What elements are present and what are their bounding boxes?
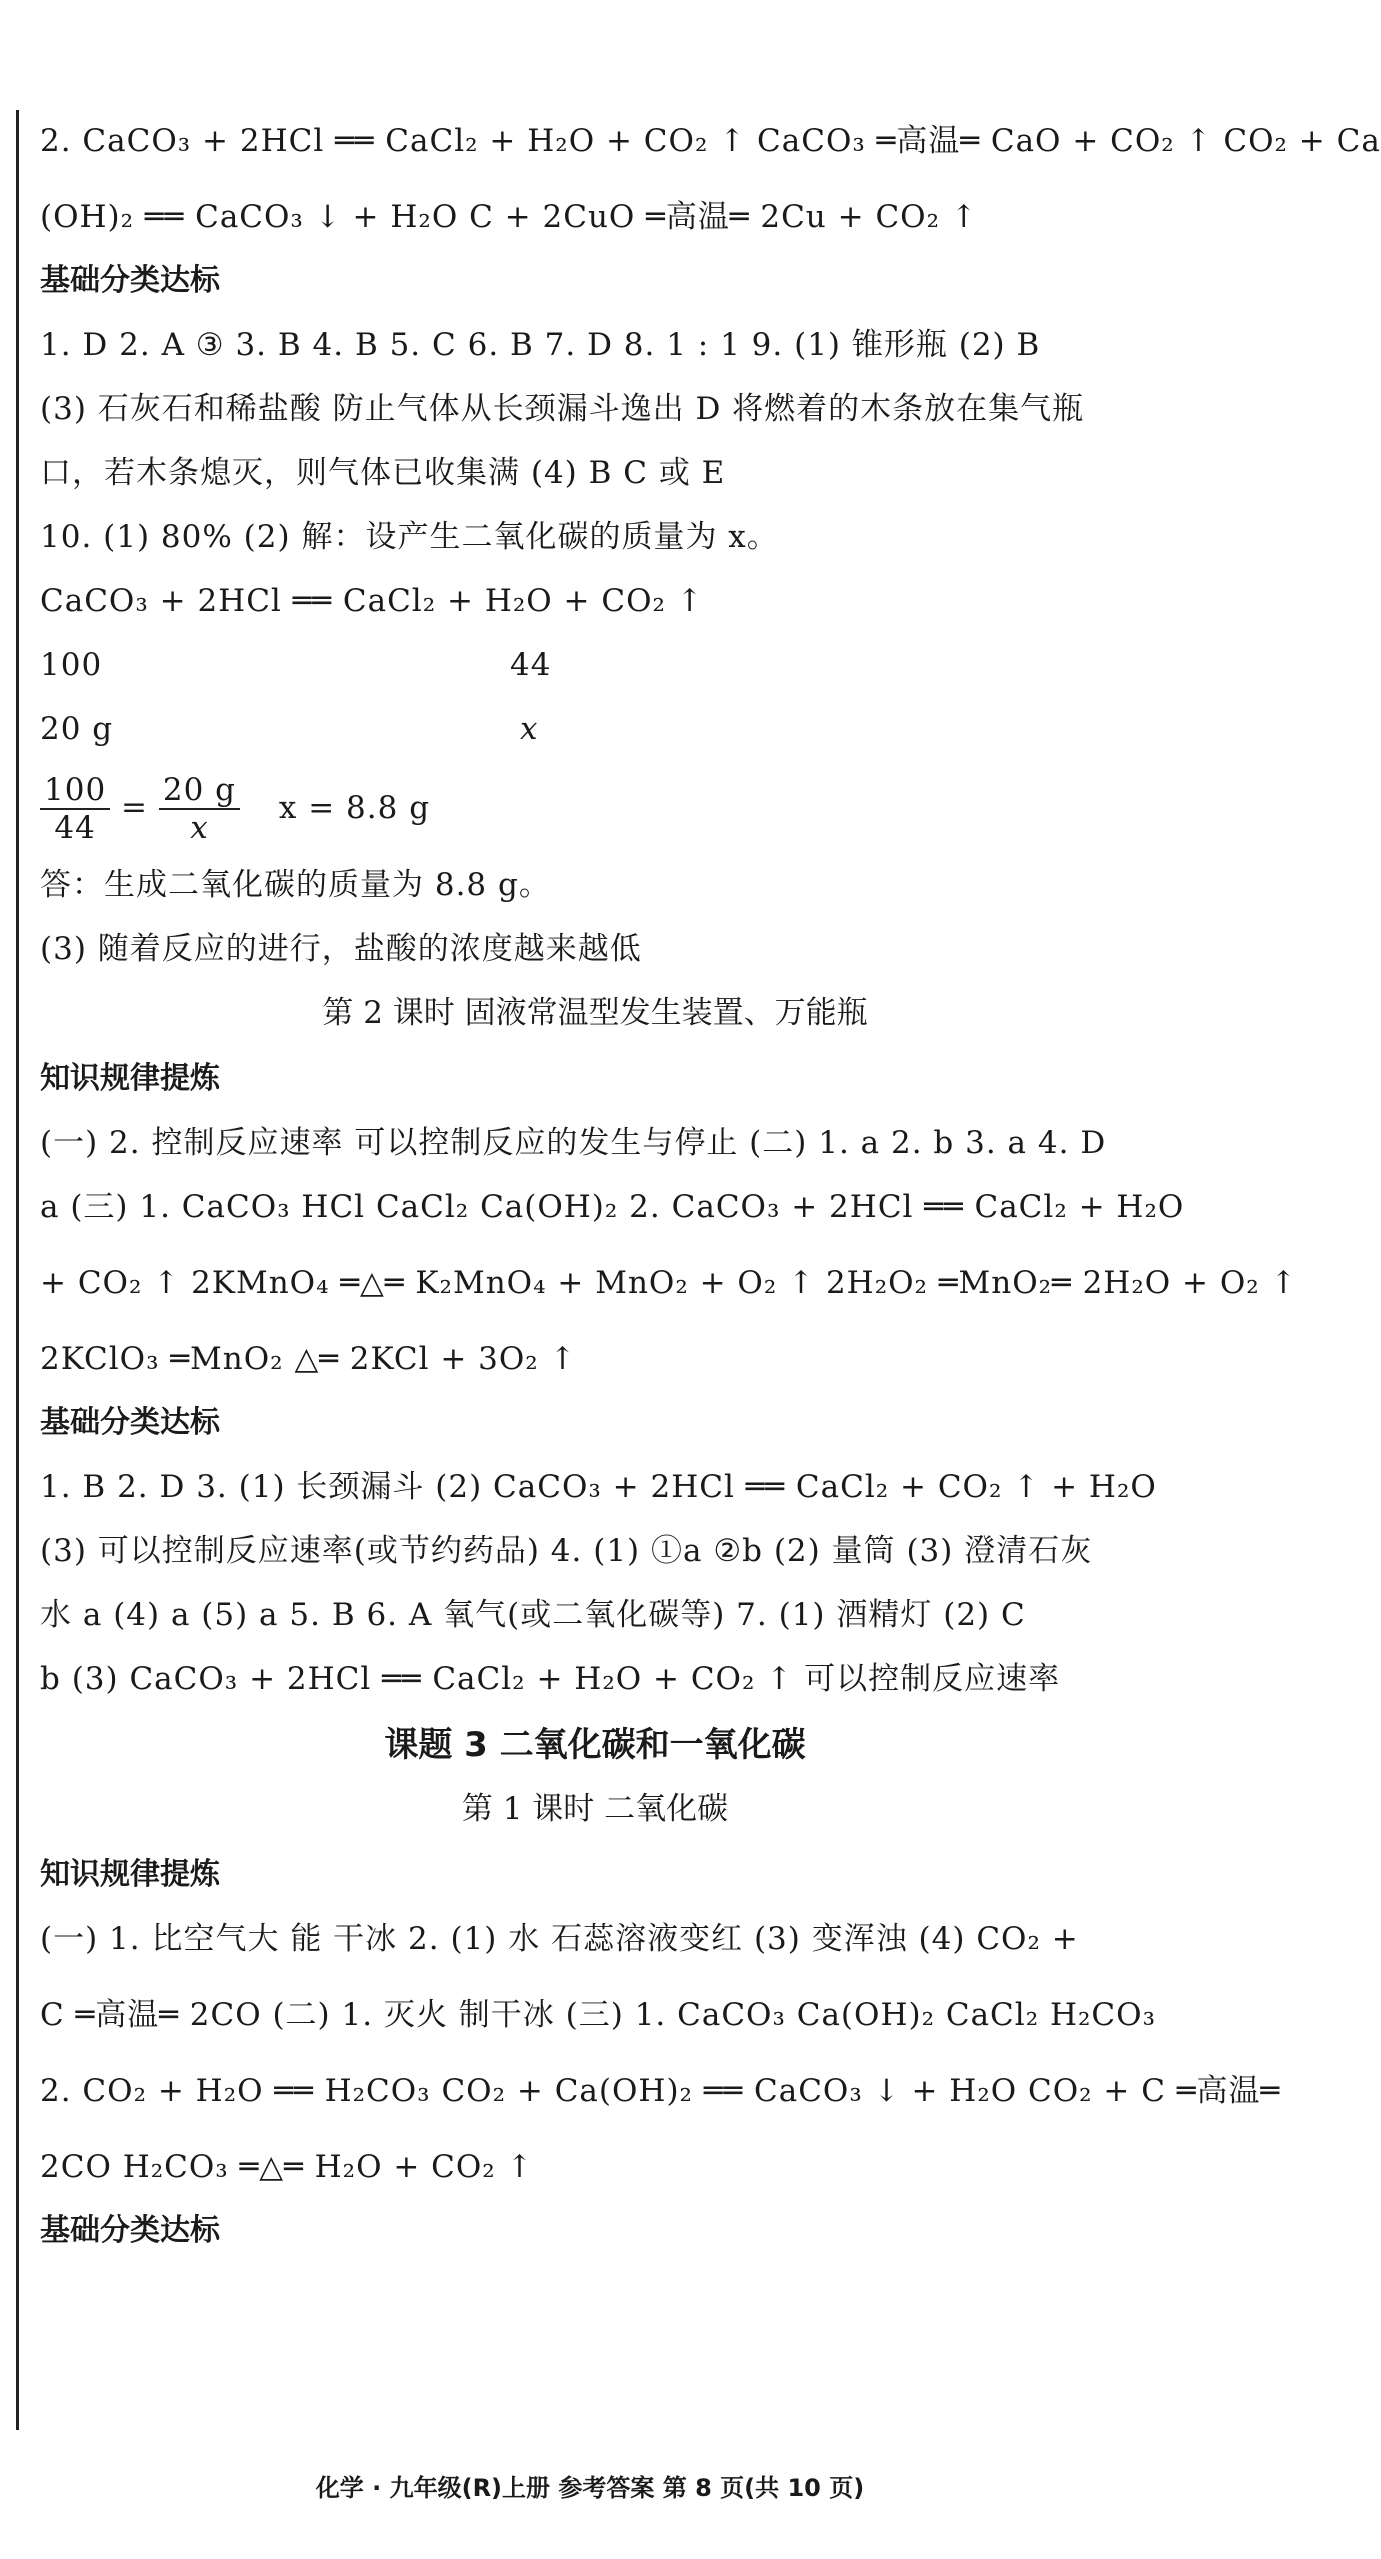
answer-line: b (3) CaCO₃ + 2HCl ══ CaCl₂ + H₂O + CO₂ ↑ 可以控制反应速率 (40, 1661, 1061, 1697)
page-footer: 化学 · 九年级(R)上册 参考答案 第 8 页(共 10 页) (315, 2474, 865, 2502)
answer-line: 2. CaCO₃ + 2HCl ══ CaCl₂ + H₂O + CO₂ ↑ CaCO₃ ═高温═ CaO + CO₂ ↑ CO₂ + Ca (40, 123, 1381, 159)
calc-mass-a: 100 (40, 647, 103, 683)
answer-line: (一) 2. 控制反应速率 可以控制反应的发生与停止 (二) 1. a 2. b 3. a 4. D (40, 1125, 1107, 1161)
fraction (40, 772, 110, 846)
lesson-title: 第 2 课时 固液常温型发生装置、万能瓶 (322, 995, 868, 1031)
answer-line: + CO₂ ↑ 2KMnO₄ ═△═ K₂MnO₄ + MnO₂ + O₂ ↑ 2H₂O₂ ═MnO₂═ 2H₂O + O₂ ↑ (40, 1265, 1298, 1301)
proportion-line (40, 772, 1150, 846)
calc-given: 20 g (40, 711, 114, 747)
answer-line: 口，若木条熄灭，则气体已收集满 (4) B C 或 E (40, 455, 726, 491)
calc-mass-b: 44 (510, 647, 552, 683)
answer-line: 2. CO₂ + H₂O ══ H₂CO₃ CO₂ + Ca(OH)₂ ══ CaCO₃ ↓ + H₂O CO₂ + C ═高温═ (40, 2073, 1281, 2109)
lesson-title: 第 1 课时 二氧化碳 (461, 1791, 729, 1827)
fraction-numerator: 20 g (159, 772, 240, 810)
answer-line: a (三) 1. CaCO₃ HCl CaCl₂ Ca(OH)₂ 2. CaCO₃ + 2HCl ══ CaCl₂ + H₂O (40, 1189, 1185, 1225)
answer-line: 1. B 2. D 3. (1) 长颈漏斗 (2) CaCO₃ + 2HCl ══ CaCl₂ + CO₂ ↑ + H₂O (40, 1469, 1157, 1505)
calc-row (40, 708, 1150, 750)
answer-line: 10. (1) 80% (2) 解：设产生二氧化碳的质量为 x。 (40, 519, 779, 555)
answer-line: (一) 1. 比空气大 能 干冰 2. (1) 水 石蕊溶液变红 (3) 变浑浊 (4) CO₂ + (40, 1921, 1079, 1957)
section-heading: 基础分类达标 (40, 1405, 220, 1440)
answer-line: (3) 可以控制反应速率(或节约药品) 4. (1) ①a ②b (2) 量筒 (3) 澄清石灰 (40, 1533, 1093, 1569)
answer-line: CaCO₃ + 2HCl ══ CaCl₂ + H₂O + CO₂ ↑ (40, 583, 704, 619)
answer-line: 水 a (4) a (5) a 5. B 6. A 氧气(或二氧化碳等) 7. (1) 酒精灯 (2) C (40, 1597, 1026, 1633)
answer-line: (3) 随着反应的进行，盐酸的浓度越来越低 (40, 931, 642, 967)
topic-title: 课题 3 二氧化碳和一氧化碳 (384, 1725, 806, 1765)
fraction-denominator: 44 (54, 810, 96, 846)
section-heading: 基础分类达标 (40, 263, 220, 298)
fraction-denominator: x (190, 810, 209, 846)
result-text: x = 8.8 g (278, 789, 431, 826)
equals-sign: = (121, 789, 149, 826)
section-heading: 基础分类达标 (40, 2213, 220, 2248)
answer-line: 答：生成二氧化碳的质量为 8.8 g。 (40, 867, 551, 903)
answer-line: (3) 石灰石和稀盐酸 防止气体从长颈漏斗逸出 D 将燃着的木条放在集气瓶 (40, 391, 1085, 427)
answer-line: 1. D 2. A ③ 3. B 4. B 5. C 6. B 7. D 8. 1 : 1 9. (1) 锥形瓶 (2) B (40, 327, 1041, 363)
calc-unknown: x (520, 711, 539, 747)
calc-row (40, 644, 1150, 686)
answer-line: C ═高温═ 2CO (二) 1. 灭火 制干冰 (三) 1. CaCO₃ Ca(OH)₂ CaCl₂ H₂CO₃ (40, 1997, 1156, 2033)
answer-page (40, 120, 1381, 2274)
fraction (159, 772, 240, 846)
answer-line: 2CO H₂CO₃ ═△═ H₂O + CO₂ ↑ (40, 2149, 534, 2185)
fraction-numerator: 100 (40, 772, 110, 810)
answer-line: 2KClO₃ ═MnO₂ △═ 2KCl + 3O₂ ↑ (40, 1341, 577, 1377)
section-heading: 知识规律提炼 (40, 1857, 220, 1892)
section-heading: 知识规律提炼 (40, 1061, 220, 1096)
left-margin-rule (16, 110, 19, 2430)
answer-line: (OH)₂ ══ CaCO₃ ↓ + H₂O C + 2CuO ═高温═ 2Cu + CO₂ ↑ (40, 199, 978, 235)
